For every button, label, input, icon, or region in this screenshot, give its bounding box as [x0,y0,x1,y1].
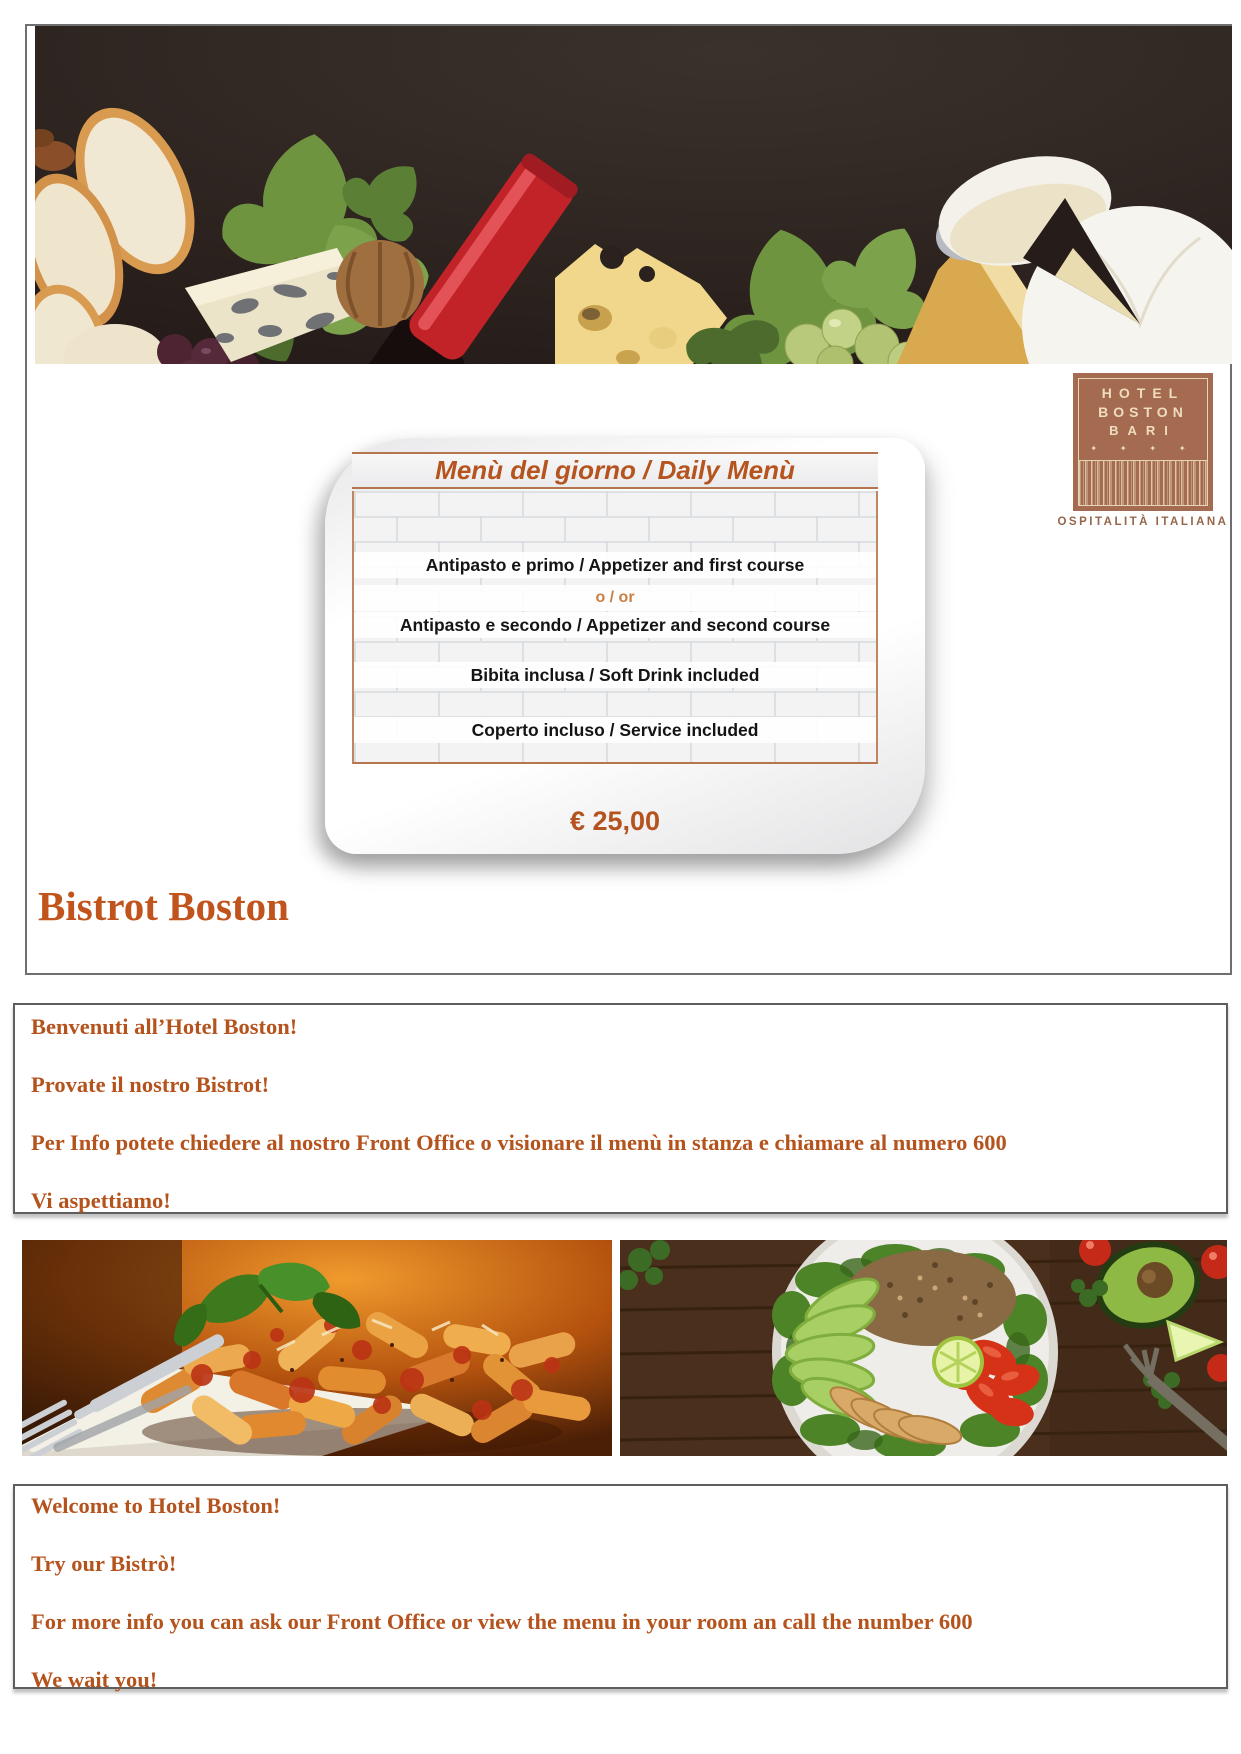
logo-boston-text: BOSTON [1098,404,1188,420]
header-section-frame [25,24,1232,975]
menu-row: Bibita inclusa / Soft Drink included [354,662,876,688]
paragraph: For more info you can ask our Front Office or view the menu in your room an call the number 600 [31,1609,973,1634]
menu-row-or: o / or [354,585,876,611]
paragraph: Per Info potete chiedere al nostro Front Office o visionare il menù in stanza e chiamare al numero 600 [31,1130,1007,1155]
pasta-photo [22,1240,612,1456]
paragraph: Try our Bistrò! [31,1551,177,1576]
paragraph: Benvenuti all’Hotel Boston! [31,1014,298,1039]
menu-card-title: Menù del giorno / Daily Menù [435,455,795,485]
logo-skyline-pattern [1079,460,1207,505]
italian-welcome-box [13,1003,1228,1214]
banner-photo [35,26,1232,364]
paragraph: Provate il nostro Bistrot! [31,1072,270,1097]
logo-bari-text: BARI [1109,423,1177,438]
menu-card-header [352,452,878,489]
page-title: Bistrot Boston [38,883,289,929]
menu-row: Coperto incluso / Service included [354,717,876,743]
paragraph: Welcome to Hotel Boston! [31,1493,281,1518]
logo-stars: ✦ ✦ ✦ ✦ [1090,444,1196,453]
logo-caption: OSPITALITÀ ITALIANA [1057,516,1229,528]
menu-row: Antipasto e secondo / Appetizer and second course [354,612,876,638]
healthy-bowl-photo [620,1240,1227,1456]
paragraph: We wait you! [31,1667,158,1692]
english-welcome-box [13,1484,1228,1692]
logo-hotel-text: HOTEL [1101,385,1185,401]
menu-row: Antipasto e primo / Appetizer and first course [354,552,876,578]
daily-menu-card [325,438,925,854]
menu-price: € 25,00 [569,806,661,836]
banner-photo-art [35,26,1232,364]
hotel-logo [1073,373,1213,511]
paragraph: Vi aspettiamo! [31,1188,171,1213]
